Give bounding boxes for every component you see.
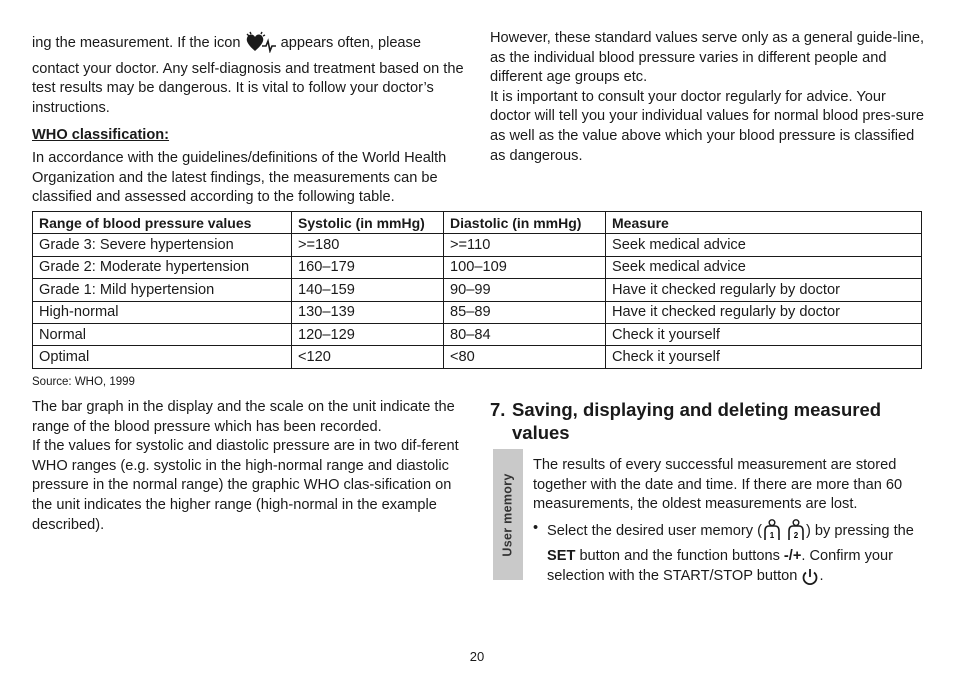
who-intro-paragraph: In accordance with the guidelines/definitions of the World Health Organization and the latest findings, the measurements can be classified and assessed according to the following table.: [32, 149, 447, 206]
section-title-line2: values: [512, 422, 570, 443]
table-row: [33, 256, 922, 278]
memory-paragraph: The results of every successful measurement are stored together with the date and time. If there are more than 60 measurements, the oldest measurements are lost.: [533, 457, 903, 513]
table-cell: Check it yourself: [606, 323, 922, 345]
function-buttons-label: -/+: [783, 548, 802, 565]
table-cell: Have it checked regularly by doctor: [606, 301, 922, 323]
table-cell: Normal: [33, 323, 292, 345]
table-cell: <120: [292, 346, 444, 368]
guideline-paragraph: However, these standard values serve only as a general guide-line, as the individual blood pressure varies in different people and different age groups etc.: [490, 30, 925, 86]
table-header-cell: Diastolic (in mmHg): [444, 212, 606, 234]
user-1-icon: [762, 519, 782, 548]
table-header-cell: Measure: [606, 212, 922, 234]
table-cell: 160–179: [292, 256, 444, 278]
table-cell: 130–139: [292, 301, 444, 323]
bullet-text-part: . Confirm your selection with the START/STOP button: [547, 548, 893, 584]
bullet-text-part: ) by pressing the: [806, 522, 914, 539]
left-top-column: [32, 31, 468, 208]
right-top-column: [490, 29, 926, 166]
bullet-text-part: button and the function buttons: [575, 548, 784, 565]
heart-arrhythmia-icon: [245, 31, 277, 60]
table-cell: 120–129: [292, 323, 444, 345]
arrhythmia-paragraph: [32, 31, 468, 118]
power-icon: [801, 568, 819, 593]
who-classification-heading: WHO classification:: [32, 127, 170, 144]
table-header-row: [33, 212, 922, 234]
arrhythmia-text-before: ing the measurement. If the icon: [32, 35, 241, 51]
table-source-note: Source: WHO, 1999: [32, 376, 135, 388]
table-cell: 90–99: [444, 279, 606, 301]
bullet-text-part: .: [819, 567, 824, 584]
user-2-icon: [786, 519, 806, 548]
page-number: 20: [469, 649, 485, 664]
table-cell: >=110: [444, 234, 606, 256]
instruction-bullet: [533, 519, 925, 593]
table-cell: 85–89: [444, 301, 606, 323]
bar-graph-paragraph: The bar graph in the display and the scale on the unit indicate the range of the blood pressure which has been recorded.: [32, 399, 455, 435]
table-cell: Seek medical advice: [606, 256, 922, 278]
user-memory-side-tab: [493, 449, 523, 580]
arrhythmia-text-after: appears often, please contact your doctor. Any self-diagnosis and treatment based on the test results may be dangerous. It is vital to follow your doctor’s instructions.: [32, 35, 464, 116]
who-classification-table: [32, 211, 922, 369]
table-cell: Grade 1: Mild hypertension: [33, 279, 292, 301]
section-body: [533, 456, 925, 593]
table-cell: 80–84: [444, 323, 606, 345]
left-bottom-column: [32, 398, 468, 535]
set-button-label: SET: [547, 548, 576, 565]
svg-text:1: 1: [769, 530, 775, 540]
section-heading: [490, 398, 920, 444]
table-cell: <80: [444, 346, 606, 368]
table-row: [33, 234, 922, 256]
table-row: [33, 346, 922, 368]
table-cell: >=180: [292, 234, 444, 256]
section-title-line1: Saving, displaying and deleting measured: [512, 399, 882, 420]
side-tab-label: User memory: [501, 472, 516, 557]
table-cell: Have it checked regularly by doctor: [606, 279, 922, 301]
table-cell: Grade 2: Moderate hypertension: [33, 256, 292, 278]
table-cell: 140–159: [292, 279, 444, 301]
bullet-text-part: Select the desired user memory (: [547, 522, 762, 539]
table-cell: 100–109: [444, 256, 606, 278]
who-range-paragraph: If the values for systolic and diastolic pressure are in two dif-ferent WHO ranges (e.g. systolic in the high-normal range and diastolic pressure in the normal range) the graphic WHO clas-sification on the unit indicates the higher range (high-normal in the example described).: [32, 438, 459, 533]
bullet-text: [547, 519, 925, 593]
table-row: [33, 301, 922, 323]
table-row: [33, 279, 922, 301]
table-header-cell: Range of blood pressure values: [33, 212, 292, 234]
bullet-mark: •: [533, 519, 539, 536]
section-number: 7.: [490, 399, 506, 420]
table-cell: Seek medical advice: [606, 234, 922, 256]
svg-text:2: 2: [793, 530, 799, 540]
table-header-cell: Systolic (in mmHg): [292, 212, 444, 234]
consult-doctor-paragraph: It is important to consult your doctor regularly for advice. Your doctor will tell you your individual values for normal blood pres-sure as well as the value above which your blood pressure is classified as dangerous.: [490, 88, 924, 164]
table-cell: Grade 3: Severe hypertension: [33, 234, 292, 256]
table-row: [33, 323, 922, 345]
table-cell: High-normal: [33, 301, 292, 323]
table-cell: Check it yourself: [606, 346, 922, 368]
table-cell: Optimal: [33, 346, 292, 368]
